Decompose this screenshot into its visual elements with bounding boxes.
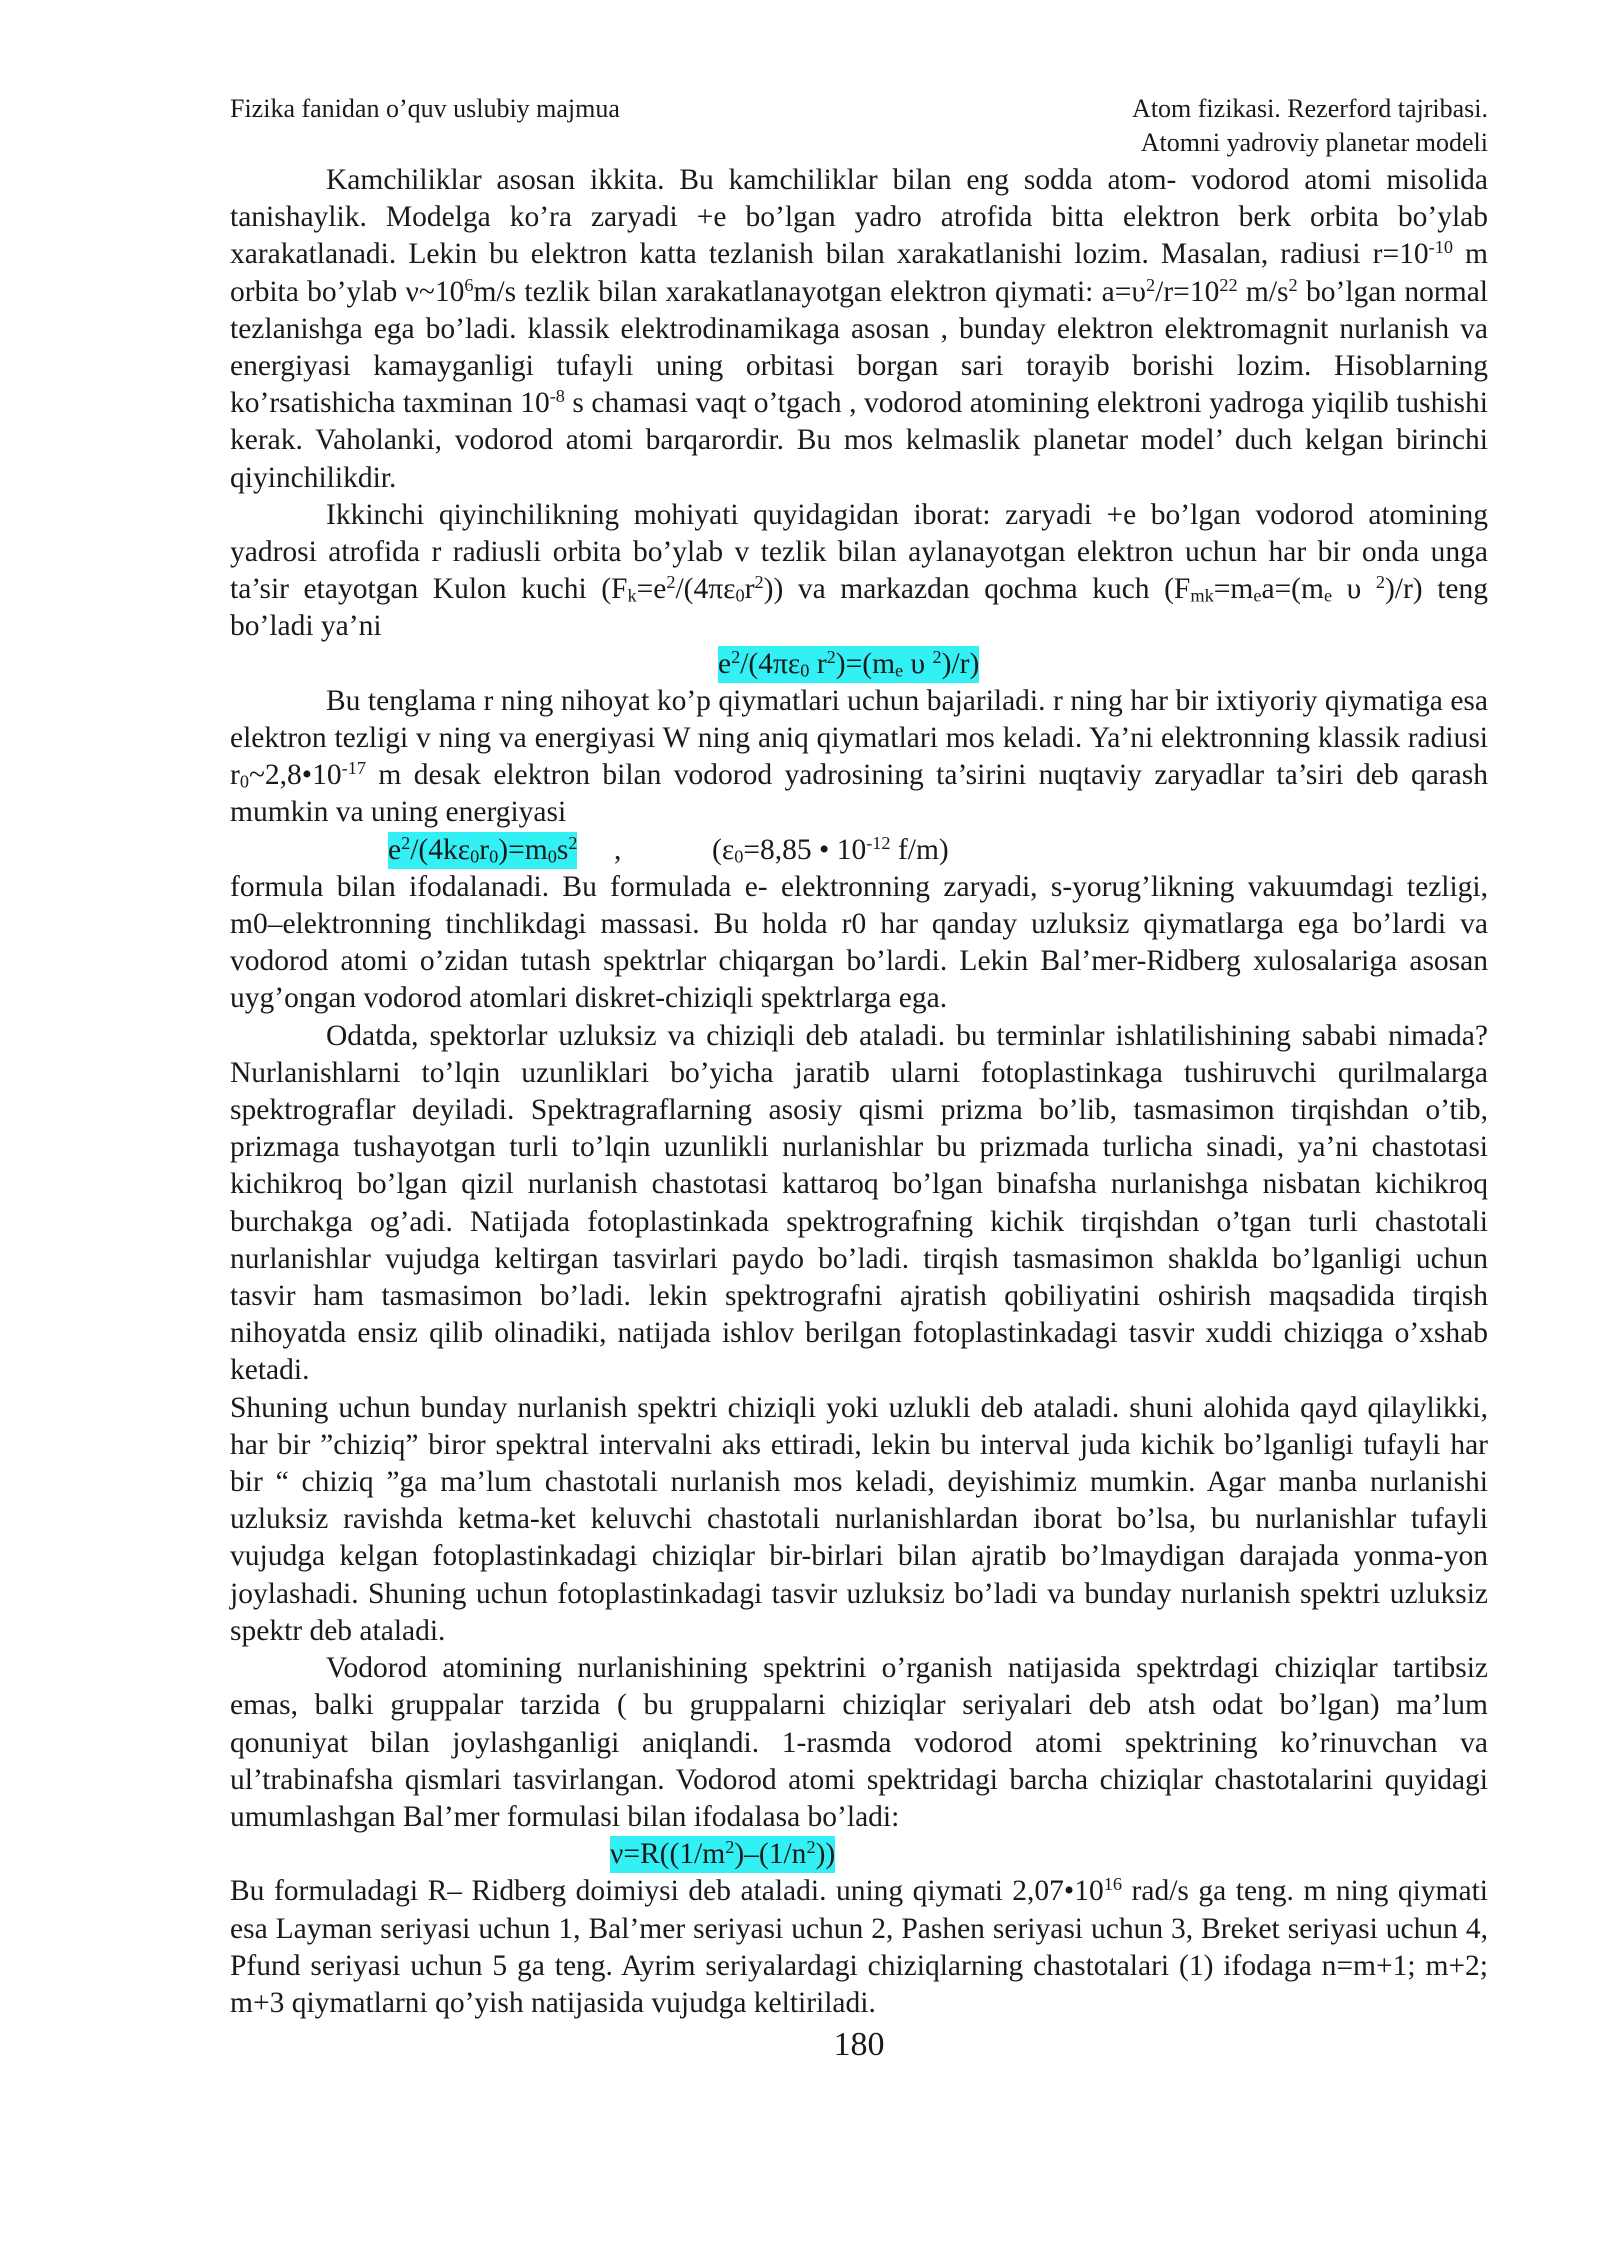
equation-coulomb-centripetal [230, 646, 1488, 683]
header-left: Fizika fanidan o’quv uslubiy majmua [230, 94, 620, 123]
equation-energy [230, 832, 1488, 869]
equation-balmer [230, 1836, 1488, 1873]
equation-2-comma: , [614, 833, 622, 866]
paragraph-1: Kamchiliklar asosan ikkita. Bu kamchiliklar bilan eng sodda atom- vodorod atomi misolida tanishaylik. Modelga ko’ra zaryadi +e bo’lgan yadro atrofida bitta elektron berk orbita bo’ylab xarakatlanadi. Lekin bu elektron katta tezlanish bilan xarakatlanishi lozim. Masalan, radiusi $r=10^{-10}$ m orbita bo’ylab $\nu\sim 10^6m/s$ tezlik bilan xarakatlanayotgan elektron qiymati: $a=\upsilon^2/r=10^{22}$ $m/s^2$ bo’lgan normal tezlanishga ega bo’ladi. klassik elektrodinamikaga asosan , bunday elektron elektromagnit nurlanish va energiyasi kamayganligi tufayli uning orbitasi borgan sari torayib borishi lozim. Hisoblarning ko’rsatishicha taxminan $10^{-8}$ s chamasi vaqt o’tgach , vodorod atomining elektroni yadroga yiqilib tushishi kerak. Vaholanki, vodorod atomi barqarordir. Bu mos kelmaslik planetar model’ duch kelgan birinchi qiyinchilikdir. [230, 164, 1488, 494]
paragraph-2: Ikkinchi qiyinchilikning mohiyati quyidagidan iborat: zaryadi +e bo’lgan vodorod atomining yadrosi atrofida r radiusli orbita bo’ylab v tezlik bilan aylanayotgan elektron uchun har bir onda unga ta’sir etayotgan Kulon kuchi $(F_k=e^2/(4\pi\varepsilon_0r^2))$ va markazdan qochma kuch ($F_{mk}=m_ea=(m_e$ υ $^2$)/r) teng bo’ladi ya’ni [230, 498, 1488, 643]
paragraph-6: Shuning uchun bunday nurlanish spektri chiziqli yoki uzlukli deb ataladi. shuni alohida qayd qilaylikki, har bir ”chiziq” biror spektral intervalni aks ettiradi, lekin bu interval juda kichik bo’lganligi tufayli har bir “ chiziq ”ga ma’lum chastotali nurlanish mos keladi, deyishimiz mumkin. Agar manba nurlanishi uzluksiz ravishda ketma-ket keluvchi chastotali nurlanishlardan iborat bo’lsa, bu nurlanishlar tufayli vujudga kelgan fotoplastinkadagi chiziqlar bir-birlari bilan ajratib bo’lmaydigan darajada yonma-yon joylashadi. Shuning uchun fotoplastinkadagi tasvir uzluksiz bo’ladi va bunday nurlanish spektri uzluksiz spektr deb ataladi. [230, 1391, 1488, 1647]
epsilon-constant: ($\varepsilon_0=8,85$ • $10^{-12}$ f/m) [712, 832, 949, 867]
paragraph-7: Vodorod atomining nurlanishining spektrini o’rganish natijasida spektrdagi chiziqlar tartibsiz emas, balki gruppalar tarzida ( bu gruppalarni chiziqlar seriyalari deb atsh odat bo’lgan) ma’lum qonuniyat bilan joylashganligi aniqlandi. 1-rasmda vodorod atomi spektrining ko’rinuvchan va ul’trabinafsha qismlari tasvirlangan. Vodorod atomi spektridagi barcha chiziqlar chastotalarini quyidagi umumlashgan Bal’mer formulasi bilan ifodalasa bo’ladi: [230, 1652, 1488, 1833]
equation-3-highlight: $\nu=R((1/m^2)-(1/n^2))$ [610, 1836, 835, 1873]
running-header [230, 92, 1488, 162]
equation-2-highlight: $e^2/(4k\varepsilon_0r_0)=m_0s^2$ [388, 832, 577, 869]
paragraph-5: Odatda, spektorlar uzluksiz va chiziqli deb ataladi. bu terminlar ishlatilishining sababi nimada? Nurlanishlarni to’lqin uzunliklari bo’yicha jaratib ularni fotoplastinkaga tushiruvchi qurilmalarga spektrograflar deyiladi. Spektragraflarning asosiy qismi prizma bo’lib, tasmasimon tirqishdan o’tib, prizmaga tushayotgan turli to’lqin uzunlikli nurlanishlar bu prizmada turlicha sinadi, ya’ni chastotasi kichikroq bo’lgan qizil nurlanish chastotasi kattaroq bo’lgan binafsha nurlanishga nisbatan kichikroq burchakga og’adi. Natijada fotoplastinkada spektrografning kichik tirqishdan o’tgan turli chastotali nurlanishlar vujudga keltirgan tasvirlari paydo bo’ladi. tirqish tasmasimon shaklda bo’lganligi uchun tasvir ham tasmasimon bo’ladi. lekin spektrografni ajratish qobiliyatini oshirish maqsadida tirqish nihoyatda ensiz qilib olinadiki, natijada ishlov berilgan fotoplastinkadagi tasvir xuddi chiziqga o’xshab ketadi. [230, 1019, 1488, 1387]
header-right-line2: Atomni yadroviy planetar modeli [1140, 128, 1488, 157]
paragraph-3: Bu tenglama r ning nihoyat ko’p qiymatlari uchun bajariladi. r ning har bir ixtiyoriy qiymatiga esa elektron tezligi v ning va energiyasi W ning aniq qiymatlari mos keladi. Ya’ni elektronning klassik radiusi $r_0\sim 2,8•10^{-17}$ m desak elektron bilan vodorod yadrosining ta’sirini nuqtaviy zaryadlar ta’siri deb qarash mumkin va uning energiyasi [230, 684, 1488, 829]
equation-1-highlight: $e^2/(4\pi\varepsilon_0$ $r^2)=(m_e$ υ $^2$)/r) [718, 646, 979, 683]
page [230, 92, 1488, 2022]
body-text [230, 162, 1488, 2022]
header-right [1132, 92, 1488, 160]
header-right-line1: Atom fizikasi. Rezerford tajribasi. [1132, 94, 1488, 123]
paragraph-4: formula bilan ifodalanadi. Bu formulada e- elektronning zaryadi, s-yorug’likning vakuumdagi tezligi, m0–elektronning tinchlikdagi massasi. Bu holda r0 har qanday uzluksiz qiymatlarga ega bo’lardi va vodorod atomi o’zidan tutash spektrlar chiqargan bo’lardi. Lekin Bal’mer-Ridberg xulosalariga asosan uyg’ongan vodorod atomlari diskret-chiziqli spektrlarga ega. [230, 870, 1488, 1015]
paragraph-8: Bu formuladagi R– Ridberg doimiysi deb ataladi. uning qiymati $2,07•10^{16}$ rad/s ga teng. m ning qiymati esa Layman seriyasi uchun 1, Bal’mer seriyasi uchun 2, Pashen seriyasi uchun 3, Breket seriyasi uchun 4, Pfund seriyasi uchun 5 ga teng. Ayrim seriyalardagi chiziqlarning chastotalari (1) ifodaga n=m+1; m+2; m+3 qiymatlarni qo’yish natijasida vujudga keltiriladi. [230, 1874, 1488, 2019]
page-number: 180 [833, 2026, 885, 2063]
